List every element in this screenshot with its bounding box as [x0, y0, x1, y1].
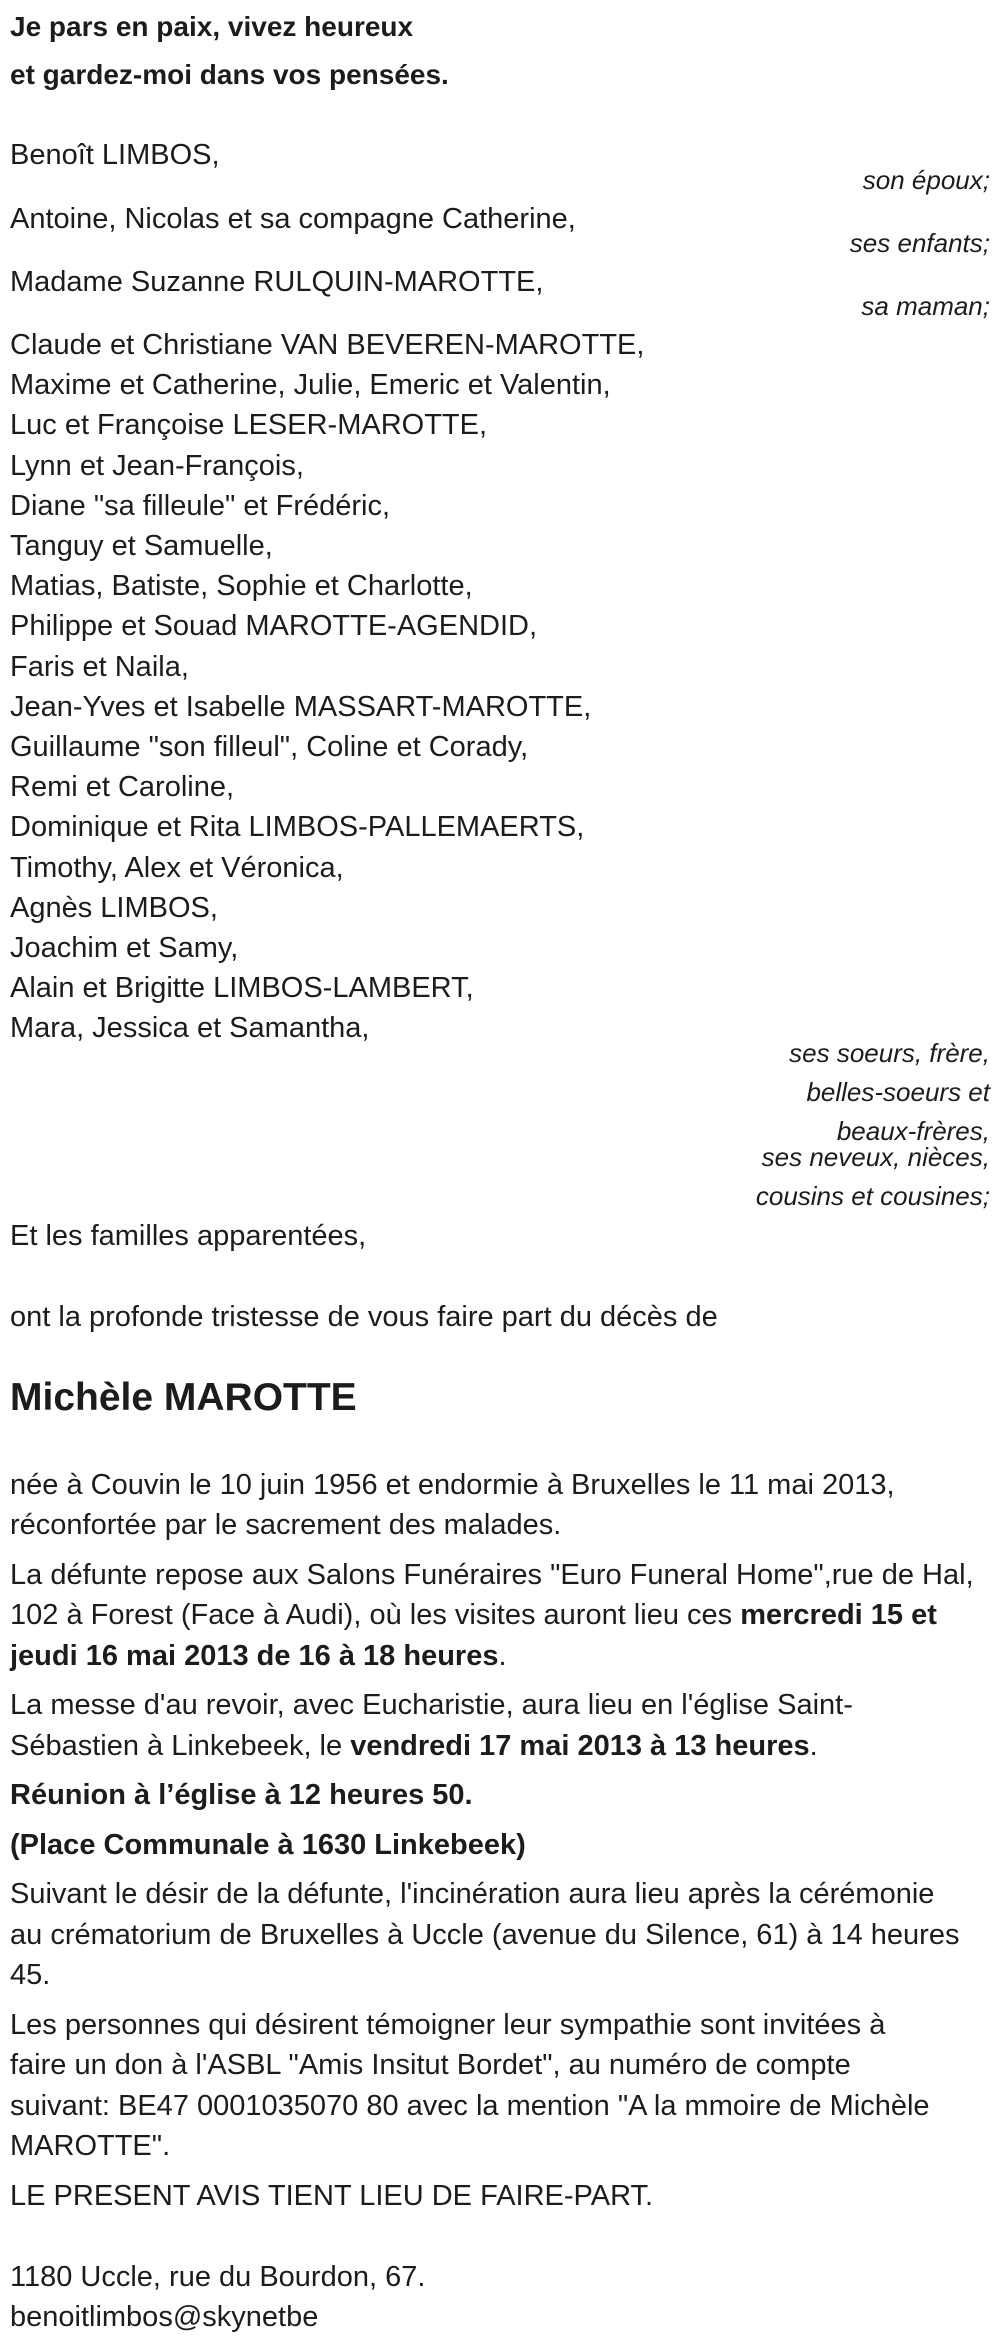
siblings-relation-line: ses soeurs, frère, — [789, 1038, 990, 1068]
spouse-name: Benoît LIMBOS, — [10, 139, 220, 171]
list-item: Agnès LIMBOS, — [10, 891, 218, 924]
rest-line-1: La défunte repose aux Salons Funéraires "Euro Funeral Home",rue de Hal, — [10, 1559, 974, 1591]
announcement-text: ont la profonde tristesse de vous faire part du décès de — [10, 1301, 718, 1333]
visit-dates-bold: mercredi 15 et — [740, 1599, 937, 1631]
rest-line-3 — [10, 1638, 507, 1674]
children-relation: ses enfants; — [849, 228, 990, 258]
list-item: Remi et Caroline, — [10, 771, 235, 804]
mass-line-2 — [10, 1728, 818, 1764]
list-item: Claude et Christiane VAN BEVEREN-MAROTTE, — [10, 329, 645, 361]
donation-line: faire un don à l'ASBL "Amis Insitut Bordet", au numéro de compte — [10, 2049, 851, 2081]
list-item: Tanguy et Samuelle, — [10, 530, 273, 563]
children-names: Antoine, Nicolas et sa compagne Catherine, — [10, 203, 576, 235]
birth-line: réconfortée par le sacrement des malades. — [10, 1509, 562, 1541]
list-item: Maxime et Catherine, Julie, Emeric et Valentin, — [10, 369, 611, 402]
donation-line: suivant: BE47 0001035070 80 avec la mention "A la mmoire de Michèle — [10, 2090, 930, 2122]
epigraph-line-1: Je pars en paix, vivez heureux — [10, 11, 414, 42]
list-item: Faris et Naila, — [10, 650, 189, 683]
mother-name: Madame Suzanne RULQUIN-MAROTTE, — [10, 266, 544, 298]
siblings-list — [10, 325, 644, 1049]
list-item: Luc et Françoise LESER-MAROTTE, — [10, 409, 488, 442]
meeting-time: Réunion à l’église à 12 heures 50. — [10, 1779, 473, 1811]
visit-hours-bold: jeudi 16 mai 2013 de 16 à 18 heures — [10, 1640, 499, 1672]
siblings-relation-line: cousins et cousines; — [755, 1181, 990, 1211]
mass-date-bold: vendredi 17 mai 2013 à 13 heures — [350, 1730, 810, 1762]
mass-line-2-end: . — [809, 1730, 818, 1762]
cremation-line: 45. — [10, 1959, 51, 1991]
cremation-line: Suivant le désir de la défunte, l'incinération aura lieu après la cérémonie — [10, 1878, 935, 1910]
siblings-relation-line: ses neveux, nièces, — [761, 1142, 990, 1172]
donation-line: Les personnes qui désirent témoigner leur sympathie sont invitées à — [10, 2009, 886, 2041]
meeting-place: (Place Communale à 1630 Linkebeek) — [10, 1829, 526, 1861]
birth-line: née à Couvin le 10 juin 1956 et endormie à Bruxelles le 11 mai 2013, — [10, 1469, 895, 1501]
spouse-relation: son époux; — [862, 165, 990, 195]
list-item: Lynn et Jean-François, — [10, 449, 304, 482]
rest-line-3-end: . — [498, 1640, 507, 1672]
related-families: Et les familles apparentées, — [10, 1220, 367, 1252]
siblings-relation-line: beaux-frères, — [836, 1116, 990, 1146]
list-item: Dominique et Rita LIMBOS-PALLEMAERTS, — [10, 811, 585, 844]
list-item: Jean-Yves et Isabelle MASSART-MAROTTE, — [10, 690, 592, 723]
notice-text: LE PRESENT AVIS TIENT LIEU DE FAIRE-PART. — [10, 2180, 654, 2212]
list-item: Alain et Brigitte LIMBOS-LAMBERT, — [10, 972, 474, 1005]
mass-line-2-text: Sébastien à Linkebeek, le — [10, 1730, 351, 1762]
contact-address: 1180 Uccle, rue du Bourdon, 67. — [10, 2261, 426, 2293]
epigraph-line-2: et gardez-moi dans vos pensées. — [10, 59, 449, 90]
cremation-line: au crématorium de Bruxelles à Uccle (avenue du Silence, 61) à 14 heures — [10, 1919, 960, 1951]
rest-line-2 — [10, 1597, 937, 1633]
mass-line-1: La messe d'au revoir, avec Eucharistie, aura lieu en l'église Saint- — [10, 1689, 853, 1721]
list-item: Matias, Batiste, Sophie et Charlotte, — [10, 570, 473, 603]
list-item: Philippe et Souad MAROTTE-AGENDID, — [10, 610, 538, 643]
list-item: Diane "sa filleule" et Frédéric, — [10, 489, 391, 522]
siblings-relation-line: belles-soeurs et — [806, 1077, 990, 1107]
rest-line-2-text: 102 à Forest (Face à Audi), où les visites auront lieu ces — [10, 1599, 741, 1631]
contact-email: benoitlimbos@skynetbe — [10, 2301, 319, 2333]
deceased-name: Michèle MAROTTE — [10, 1376, 357, 1419]
mother-relation: sa maman; — [861, 291, 990, 321]
list-item: Timothy, Alex et Véronica, — [10, 851, 344, 884]
donation-line: MAROTTE". — [10, 2130, 171, 2162]
list-item: Joachim et Samy, — [10, 932, 239, 965]
list-item: Guillaume "son filleul", Coline et Corady, — [10, 731, 529, 764]
list-item: Mara, Jessica et Samantha, — [10, 1012, 370, 1045]
